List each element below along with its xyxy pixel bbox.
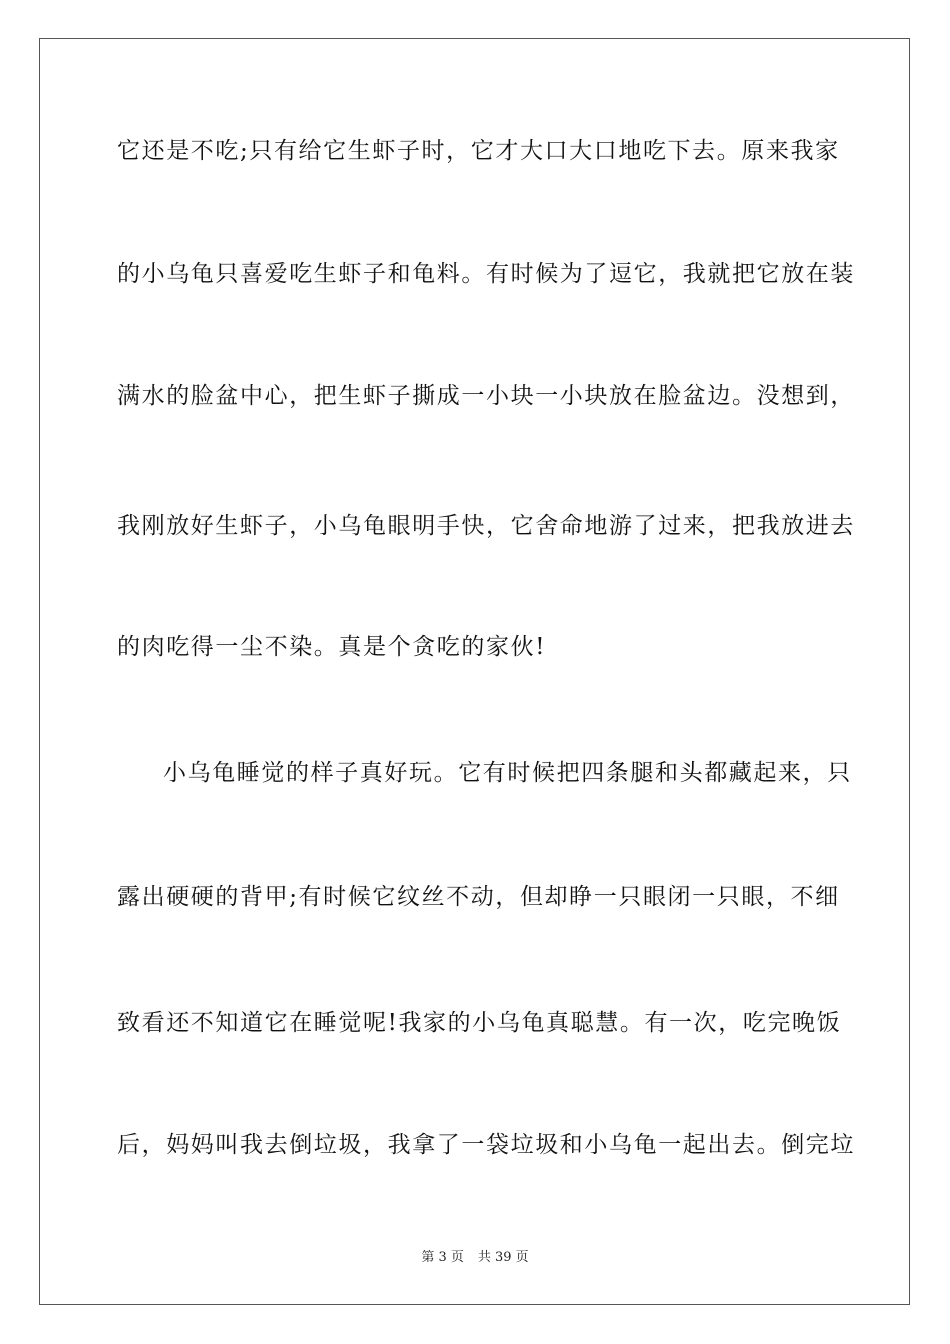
page-number: 第 3 页 [421, 1250, 464, 1265]
total-pages: 共 39 页 [477, 1250, 529, 1265]
page-border [39, 38, 910, 1305]
paragraph-line: 致看还不知道它在睡觉呢!我家的小乌龟真聪慧。有一次，吃完晚饭 [117, 1010, 842, 1036]
page-footer [0, 1246, 950, 1265]
paragraph-line: 后，妈妈叫我去倒垃圾，我拿了一袋垃圾和小乌龟一起出去。倒完垃 [117, 1132, 855, 1158]
paragraph-line: 它还是不吃;只有给它生虾子时，它才大口大口地吃下去。原来我家 [117, 138, 840, 164]
paragraph-line: 的肉吃得一尘不染。真是个贪吃的家伙! [117, 634, 547, 660]
paragraph-line: 的小乌龟只喜爱吃生虾子和龟料。有时候为了逗它，我就把它放在装 [117, 261, 855, 287]
paragraph-line: 我刚放好生虾子，小乌龟眼明手快，它舍命地游了过来，把我放进去 [117, 513, 855, 539]
paragraph-line: 满水的脸盆中心，把生虾子撕成一小块一小块放在脸盆边。没想到， [117, 383, 855, 409]
paragraph-line: 露出硬硬的背甲;有时候它纹丝不动，但却睁一只眼闭一只眼，不细 [117, 884, 840, 910]
paragraph-line: 小乌龟睡觉的样子真好玩。它有时候把四条腿和头都藏起来，只 [163, 760, 852, 786]
